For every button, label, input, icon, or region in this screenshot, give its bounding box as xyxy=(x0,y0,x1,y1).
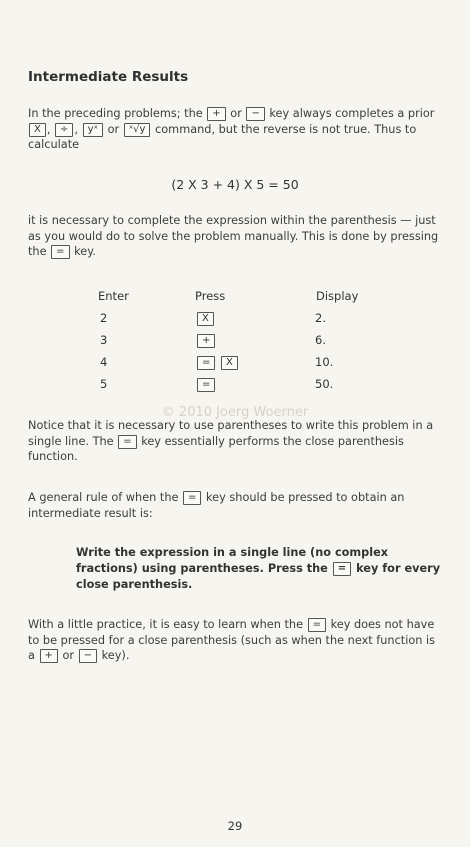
copyright-watermark: © 2010 Joerg Woerner xyxy=(161,405,309,420)
plus-key-icon: + xyxy=(197,334,215,348)
equals-key-icon: = xyxy=(333,562,351,576)
display-value: 50. xyxy=(315,377,334,391)
text: Write the expression in a single line (no complex fractions) using parentheses. Press the xyxy=(76,546,389,575)
table-row xyxy=(0,377,470,399)
display-value: 2. xyxy=(315,311,326,325)
column-header-enter: Enter xyxy=(98,289,129,303)
example-equation: (2 X 3 + 4) X 5 = 50 xyxy=(171,177,299,192)
text: , xyxy=(46,122,51,136)
press-keys xyxy=(196,355,239,370)
text: or xyxy=(230,107,242,120)
plus-key-icon: + xyxy=(207,107,225,121)
equals-key-icon: = xyxy=(118,435,136,449)
minus-key-icon: − xyxy=(79,649,97,663)
text: key does not have to be pressed for a close parenthesis (such as when the next function is a xyxy=(28,618,436,662)
display-value: 6. xyxy=(315,333,326,347)
text: key always completes a prior xyxy=(269,107,435,120)
multiply-key-icon: X xyxy=(29,123,46,137)
text: , xyxy=(74,122,79,136)
equals-key-icon: = xyxy=(51,245,69,259)
divide-key-icon: ÷ xyxy=(55,123,73,137)
text: With a little practice, it is easy to learn when the xyxy=(28,618,304,631)
enter-value: 3 xyxy=(100,333,108,347)
multiply-key-icon: X xyxy=(221,356,238,370)
equals-key-icon: = xyxy=(308,618,326,632)
equals-key-icon: = xyxy=(197,356,215,370)
keystroke-table xyxy=(0,289,470,399)
enter-value: 5 xyxy=(100,377,108,391)
rule-statement xyxy=(76,545,446,593)
equals-key-icon: = xyxy=(197,378,215,392)
minus-key-icon: − xyxy=(246,107,264,121)
column-header-press: Press xyxy=(195,289,226,303)
press-keys xyxy=(196,377,216,392)
text: A general rule of when the xyxy=(28,491,179,504)
text: key. xyxy=(74,245,96,258)
section-heading: Intermediate Results xyxy=(28,69,189,85)
paragraph-parenthesis xyxy=(28,213,440,260)
text: key essentially performs the close parenthesis function. xyxy=(28,434,404,463)
page-number: 29 xyxy=(227,819,243,833)
enter-value: 2 xyxy=(100,311,108,325)
text: key for every close parenthesis. xyxy=(76,562,441,591)
paragraph-general-rule xyxy=(28,490,440,521)
text: key should be pressed to obtain an intermediate result is: xyxy=(28,491,405,520)
press-keys xyxy=(196,333,216,348)
display-value: 10. xyxy=(315,355,334,369)
text: command, but the reverse is not true. Thus to calculate xyxy=(28,122,417,151)
multiply-key-icon: X xyxy=(197,312,214,326)
text: it is necessary to complete the expression within the parenthesis — just as you would do to solve the problem manually. This is done by pressing the xyxy=(28,214,439,258)
table-header-row xyxy=(0,289,470,311)
paragraph-notice xyxy=(28,418,440,465)
plus-key-icon: + xyxy=(40,649,58,663)
paragraph-practice xyxy=(28,617,440,664)
equals-key-icon: = xyxy=(183,491,201,505)
root-key-icon: ˣ√y xyxy=(124,123,151,137)
text: key). xyxy=(101,649,130,662)
text: or xyxy=(107,122,120,136)
table-row xyxy=(0,311,470,333)
press-keys xyxy=(196,311,215,326)
text: In the preceding problems; the xyxy=(28,107,203,120)
power-key-icon: yˣ xyxy=(83,123,103,137)
table-row xyxy=(0,355,470,377)
column-header-display: Display xyxy=(316,289,359,303)
text: Notice that it is necessary to use parentheses to write this problem in a single line. The xyxy=(28,419,434,448)
table-row xyxy=(0,333,470,355)
enter-value: 4 xyxy=(100,355,108,369)
paragraph-intro xyxy=(28,106,440,153)
text: or xyxy=(62,649,75,662)
